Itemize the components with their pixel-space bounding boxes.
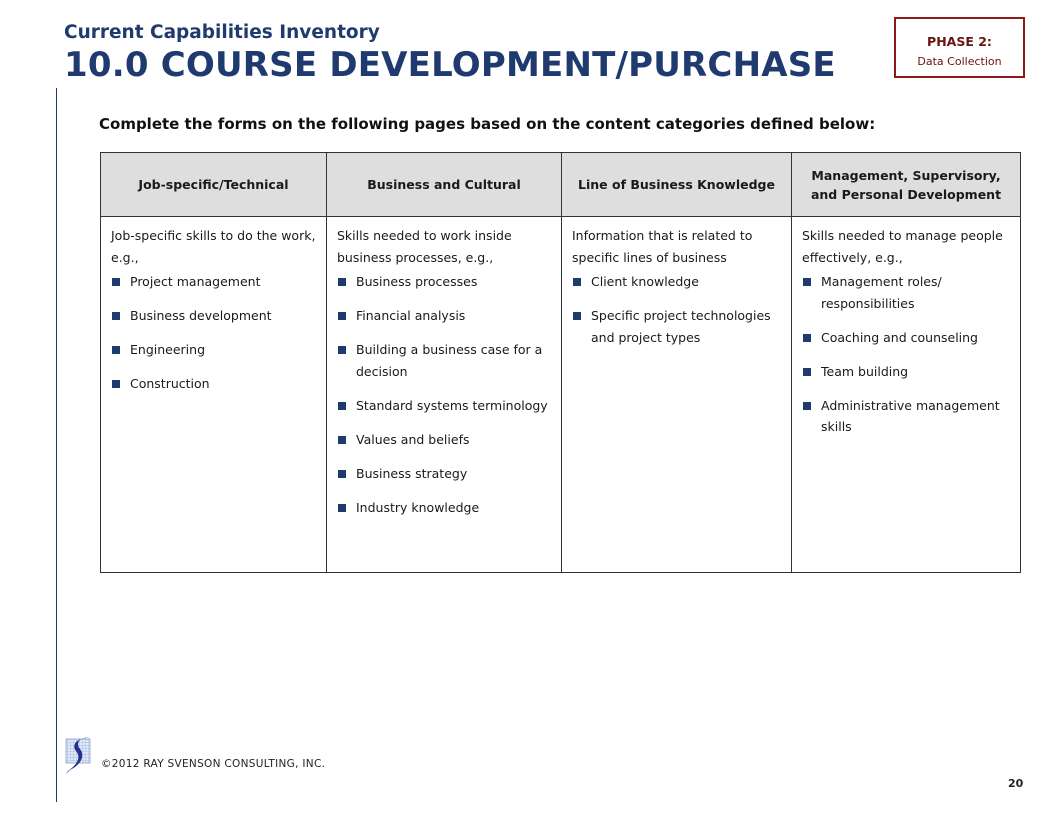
- bullet-item: Specific project technologies and project types: [572, 305, 781, 348]
- column-description: Job-specific skills to do the work, e.g.,: [111, 228, 316, 265]
- bullet-item: Administrative management skills: [802, 395, 1010, 438]
- column-body-technical: [101, 217, 327, 572]
- bullet-item: Engineering: [111, 339, 316, 361]
- intro-text: Complete the forms on the following pages based on the content categories defined below:: [99, 115, 876, 133]
- column-header-line-of-business: Line of Business Knowledge: [562, 153, 792, 217]
- bullet-item: Financial analysis: [337, 305, 551, 327]
- page-number: 20: [1008, 777, 1024, 790]
- bullet-item: Project management: [111, 271, 316, 293]
- phase-sublabel: Data Collection: [917, 55, 1002, 68]
- column-header-business-cultural: Business and Cultural: [327, 153, 562, 217]
- bullet-item: Business strategy: [337, 463, 551, 485]
- bullet-item: Coaching and counseling: [802, 327, 1010, 349]
- column-body-business-cultural: [327, 217, 562, 572]
- page-subtitle: Current Capabilities Inventory: [64, 22, 380, 43]
- bullet-item: Industry knowledge: [337, 497, 551, 519]
- column-body-management: [792, 217, 1020, 572]
- content-categories-table: [100, 152, 1021, 573]
- bullet-item: Business development: [111, 305, 316, 327]
- bullet-list: [802, 271, 1010, 438]
- column-description: Information that is related to specific lines of business: [572, 228, 753, 265]
- bullet-list: [572, 271, 781, 348]
- column-description: Skills needed to work inside business processes, e.g.,: [337, 228, 512, 265]
- left-margin-rule: [56, 88, 57, 802]
- bullet-list: [111, 271, 316, 395]
- column-header-technical: Job-specific/Technical: [101, 153, 327, 217]
- bullet-item: Business processes: [337, 271, 551, 293]
- bullet-item: Team building: [802, 361, 1010, 383]
- bullet-item: Standard systems terminology: [337, 395, 551, 417]
- bullet-item: Building a business case for a decision: [337, 339, 551, 382]
- column-body-line-of-business: [562, 217, 792, 572]
- phase-label: PHASE 2:: [927, 34, 992, 49]
- company-logo-icon: [64, 736, 94, 776]
- column-description: Skills needed to manage people effectively, e.g.,: [802, 228, 1003, 265]
- bullet-item: Client knowledge: [572, 271, 781, 293]
- bullet-item: Management roles/ responsibilities: [802, 271, 1010, 314]
- column-header-management: Management, Supervisory, and Personal Development: [792, 153, 1020, 217]
- phase-badge: [894, 17, 1025, 78]
- page-title: 10.0 COURSE DEVELOPMENT/PURCHASE: [64, 45, 836, 85]
- bullet-list: [337, 271, 551, 518]
- bullet-item: Values and beliefs: [337, 429, 551, 451]
- copyright-notice: ©2012 RAY SVENSON CONSULTING, INC.: [101, 758, 326, 770]
- bullet-item: Construction: [111, 373, 316, 395]
